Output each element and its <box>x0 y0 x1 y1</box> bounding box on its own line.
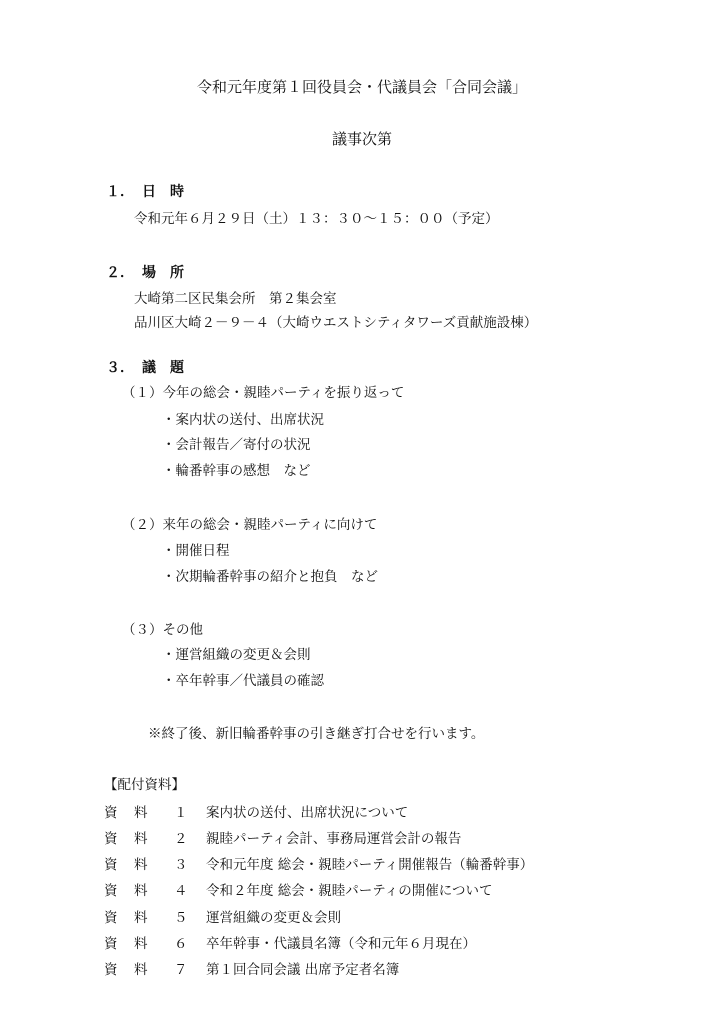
material-number: ４ <box>174 883 188 899</box>
section-datetime-heading <box>106 181 198 201</box>
material-label-a: 資 <box>104 936 118 952</box>
material-label-b: 料 <box>134 936 148 952</box>
material-number: ５ <box>174 910 188 926</box>
material-number: ２ <box>174 831 188 847</box>
place-line-1: 大崎第二区民集会所 第２集会室 <box>134 291 337 307</box>
post-meeting-note: ※終了後、新旧輪番幹事の引き継ぎ打合せを行います。 <box>148 726 485 742</box>
material-label-a: 資 <box>104 883 118 899</box>
material-title: 令和元年度 総会・親睦パーティ開催報告（輪番幹事） <box>206 857 534 873</box>
material-title: 親睦パーティ会計、事務局運営会計の報告 <box>206 831 462 847</box>
material-label-b: 料 <box>134 962 148 978</box>
material-number: １ <box>174 805 188 821</box>
materials-heading: 【配付資料】 <box>104 777 185 793</box>
agenda-item-2: （２）来年の総会・親睦パーティに向けて <box>122 517 378 533</box>
section-place-heading <box>106 262 198 282</box>
material-title: 令和２年度 総会・親睦パーティの開催について <box>206 883 493 899</box>
agenda-subitem: ・運営組織の変更＆会則 <box>162 647 311 663</box>
material-label-a: 資 <box>104 805 118 821</box>
agenda-subitem: ・会計報告／寄付の状況 <box>162 437 311 453</box>
place-line-2: 品川区大崎２－９－４（大崎ウエストシティタワーズ貢献施設棟） <box>134 315 538 331</box>
agenda-subitem: ・輪番幹事の感想 など <box>162 463 311 479</box>
material-item <box>104 853 533 873</box>
datetime-value: 令和元年６月２９日（土）１３：３０～１５：００（予定） <box>134 211 499 227</box>
material-item <box>104 801 408 821</box>
material-item <box>104 879 492 899</box>
section-title: 議題 <box>142 360 198 376</box>
material-label-b: 料 <box>134 910 148 926</box>
section-number: ３． <box>106 360 134 376</box>
material-label-b: 料 <box>134 831 148 847</box>
agenda-item-3: （３）その他 <box>122 622 203 638</box>
material-label-b: 料 <box>134 883 148 899</box>
material-item <box>104 906 341 926</box>
material-label-a: 資 <box>104 910 118 926</box>
agenda-subitem: ・卒年幹事／代議員の確認 <box>162 673 324 689</box>
material-item <box>104 958 399 978</box>
section-agenda-heading <box>106 357 198 377</box>
document-title: 令和元年度第１回役員会・代議員会「合同会議」 <box>196 78 527 96</box>
material-title: 卒年幹事・代議員名簿（令和元年６月現在） <box>206 936 476 952</box>
material-number: ７ <box>174 962 188 978</box>
section-number: １． <box>106 184 134 200</box>
agenda-item-1: （１）今年の総会・親睦パーティを振り返って <box>122 385 405 401</box>
document-subtitle: 議事次第 <box>331 130 392 148</box>
material-label-a: 資 <box>104 857 118 873</box>
material-title: 第１回合同会議 出席予定者名簿 <box>206 962 400 978</box>
material-title: 運営組織の変更＆会則 <box>206 910 341 926</box>
section-number: ２． <box>106 265 134 281</box>
agenda-subitem: ・開催日程 <box>162 543 230 559</box>
material-number: ６ <box>174 936 188 952</box>
material-label-b: 料 <box>134 805 148 821</box>
agenda-subitem: ・次期輪番幹事の紹介と抱負 など <box>162 569 378 585</box>
material-title: 案内状の送付、出席状況について <box>206 805 409 821</box>
agenda-subitem: ・案内状の送付、出席状況 <box>162 412 324 428</box>
material-number: ３ <box>174 857 188 873</box>
section-title: 場所 <box>142 265 198 281</box>
section-title: 日時 <box>142 184 198 200</box>
material-label-b: 料 <box>134 857 148 873</box>
material-label-a: 資 <box>104 962 118 978</box>
material-label-a: 資 <box>104 831 118 847</box>
material-item <box>104 932 476 952</box>
material-item <box>104 827 461 847</box>
